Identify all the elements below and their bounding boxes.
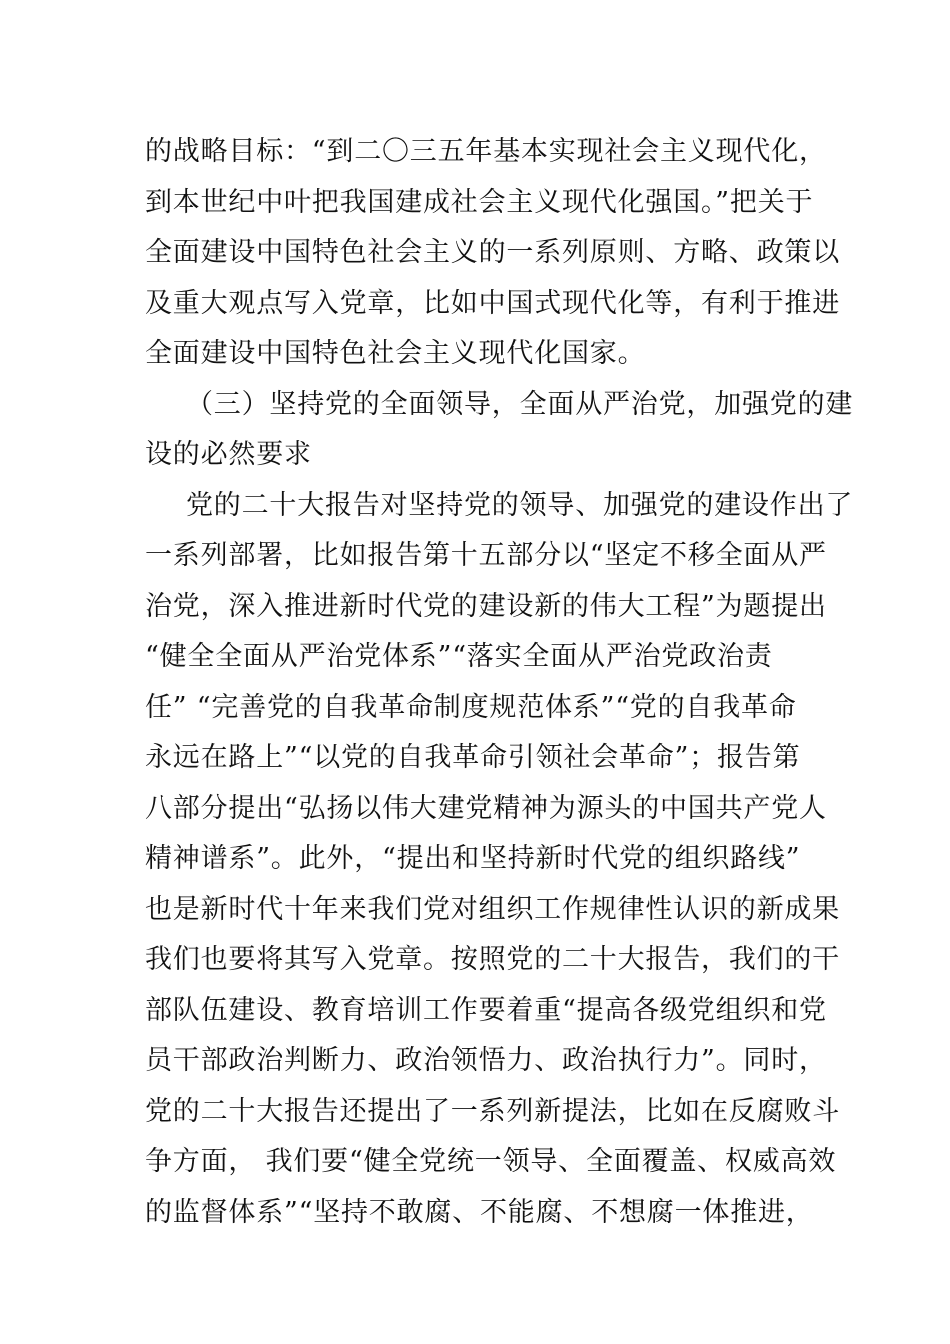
text-line: 治党，深入推进新时代党的建设新的伟大工程”为题提出 xyxy=(145,590,827,622)
section-heading-line: （三）坚持党的全面领导，全面从严治党，加强党的建 xyxy=(186,388,854,420)
text-line: 争方面， 我们要“健全党统一领导、全面覆盖、权威高效 xyxy=(145,1146,837,1177)
text-line: 到本世纪中叶把我国建成社会主义现代化强国。”把关于 xyxy=(145,186,814,218)
section-heading-line: 设的必然要求 xyxy=(145,439,312,470)
text-line: 任” “完善党的自我革命制度规范体系”“党的自我革命 xyxy=(145,691,797,723)
paragraph-start-line: 党的二十大报告对坚持党的领导、加强党的建设作出了 xyxy=(186,489,854,521)
text-line: 也是新时代十年来我们党对组织工作规律性认识的新成果 xyxy=(145,893,840,925)
document-body-text xyxy=(145,127,854,1238)
text-line: 全面建设中国特色社会主义现代化国家。 xyxy=(145,338,646,369)
text-line: 永远在路上”“以党的自我革命引领社会革命”；报告第 xyxy=(145,742,801,773)
text-line: 党的二十大报告还提出了一系列新提法，比如在反腐败斗 xyxy=(145,1095,840,1127)
text-line: 八部分提出“弘扬以伟大建党精神为源头的中国共产党人 xyxy=(145,792,827,824)
text-line: 的监督体系”“坚持不敢腐、不能腐、不想腐一体推进， xyxy=(145,1196,814,1228)
text-line: 部队伍建设、教育培训工作要着重“提高各级党组织和党 xyxy=(145,994,827,1026)
text-line: 及重大观点写入党章，比如中国式现代化等，有利于推进 xyxy=(145,287,840,319)
text-line: 一系列部署，比如报告第十五部分以“坚定不移全面从严 xyxy=(145,540,827,571)
text-line: 我们也要将其写入党章。按照党的二十大报告，我们的干 xyxy=(145,944,840,975)
text-line: 的战略目标：“到二〇三五年基本实现社会主义现代化， xyxy=(145,136,827,167)
text-line: 全面建设中国特色社会主义的一系列原则、方略、政策以 xyxy=(145,237,840,268)
text-line: 精神谱系”。此外，“提出和坚持新时代党的组织路线” xyxy=(145,843,801,874)
text-line: 员干部政治判断力、政治领悟力、政治执行力”。同时， xyxy=(145,1045,827,1076)
text-line: “健全全面从严治党体系”“落实全面从严治党政治责 xyxy=(145,641,773,672)
